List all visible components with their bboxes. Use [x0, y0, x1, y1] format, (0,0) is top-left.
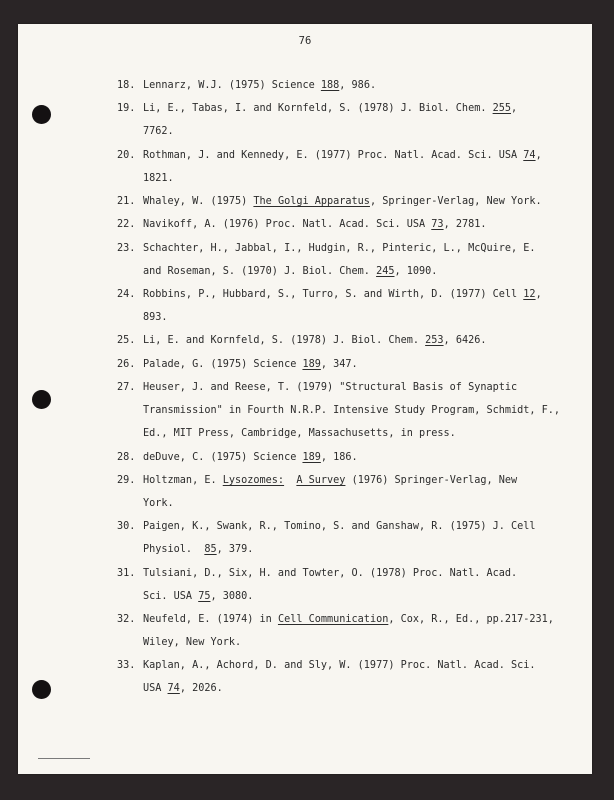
underlined-title: 189: [302, 358, 321, 370]
reference-number: 29.: [117, 474, 136, 486]
citation-text: , 347.: [320, 358, 358, 370]
reference-text-line: [143, 562, 517, 585]
citation-text: Neufeld, E. (1974) in: [143, 613, 278, 625]
citation-text: Whaley, W. (1975): [143, 196, 254, 208]
underlined-title: 75: [198, 590, 211, 602]
footer-rule: [38, 758, 90, 759]
reference-text-line: [143, 654, 536, 677]
reference-number: 26.: [117, 358, 136, 370]
citation-text: Transmission" in Fourth N.R.P. Intensive Study Program, Schmidt, F.,: [143, 405, 561, 417]
reference-number: 24.: [117, 289, 136, 301]
citation-text: York.: [143, 497, 174, 509]
reference-number: 21.: [117, 196, 136, 208]
citation-text: , 186.: [320, 451, 358, 463]
page-number: 76: [298, 35, 312, 47]
underlined-title: 255: [492, 103, 512, 115]
reference-text-line: [143, 446, 358, 469]
underlined-title: 245: [376, 265, 395, 277]
reference-number: 19.: [117, 103, 136, 115]
reference-text-line: [143, 306, 168, 329]
reference-text-line: [143, 422, 456, 445]
reference-text-line: [143, 585, 253, 608]
reference-number: 33.: [117, 660, 136, 672]
reference-number: 25.: [117, 335, 136, 347]
citation-text: Kaplan, A., Achord, D. and Sly, W. (1977) Proc. Natl. Acad. Sci.: [143, 660, 536, 672]
underlined-title: 253: [425, 335, 444, 347]
citation-text: Tulsiani, D., Six, H. and Towter, O. (1978) Proc. Natl. Acad.: [143, 567, 518, 579]
reference-number: 31.: [117, 567, 136, 579]
citation-text: Robbins, P., Hubbard, S., Turro, S. and Wirth, D. (1977) Cell: [143, 289, 524, 301]
reference-text-line: [143, 399, 560, 422]
citation-text: , 6426.: [443, 335, 487, 347]
underlined-title: 74: [523, 149, 536, 161]
reference-text-line: [143, 376, 517, 399]
citation-text: 1821.: [143, 172, 174, 184]
citation-text: and Roseman, S. (1970) J. Biol. Chem.: [143, 265, 377, 277]
citation-text: Ed., MIT Press, Cambridge, Massachusetts, in press.: [143, 428, 456, 440]
citation-text: , 986.: [339, 80, 377, 91]
underlined-title: Lysozomes:: [222, 474, 285, 486]
underlined-title: 188: [320, 80, 340, 91]
reference-number: 18.: [117, 80, 136, 91]
citation-text: ,: [535, 289, 542, 301]
citation-text: Paigen, K., Swank, R., Tomino, S. and Ganshaw, R. (1975) J. Cell: [143, 521, 536, 533]
citation-text: Heuser, J. and Reese, T. (1979) "Structural Basis of Synaptic: [143, 382, 518, 394]
citation-text: Li, E. and Kornfeld, S. (1978) J. Biol. Chem.: [143, 335, 426, 347]
citation-text: Palade, G. (1975) Science: [143, 358, 303, 370]
reference-text-line: [143, 492, 174, 515]
underlined-title: Cell Communication: [277, 613, 389, 625]
reference-text-line: [143, 120, 174, 143]
citation-text: Holtzman, E.: [143, 474, 223, 486]
citation-text: Lennarz, W.J. (1975) Science: [143, 80, 321, 91]
citation-text: (1976) Springer-Verlag, New: [345, 474, 518, 486]
citation-text: , Cox, R., Ed., pp.217-231,: [388, 613, 554, 625]
citation-text: , 2781.: [443, 219, 487, 231]
reference-text-line: [143, 260, 437, 283]
reference-number: 20.: [117, 149, 136, 161]
reference-number: 30.: [117, 521, 136, 533]
reference-text-line: [143, 608, 554, 631]
underlined-title: 74: [167, 683, 180, 695]
citation-text: 893.: [143, 312, 168, 324]
citation-text: Navikoff, A. (1976) Proc. Natl. Acad. Sci. USA: [143, 219, 432, 231]
reference-list: [18, 24, 592, 774]
citation-text: ,: [535, 149, 542, 161]
citation-text: Schachter, H., Jabbal, I., Hudgin, R., Pinteric, L., McQuire, E.: [143, 242, 536, 254]
reference-text-line: [143, 237, 536, 260]
reference-text-line: [143, 167, 174, 190]
underlined-title: A Survey: [296, 474, 346, 486]
reference-text-line: [143, 97, 517, 120]
underlined-title: 189: [302, 451, 321, 463]
citation-text: deDuve, C. (1975) Science: [143, 451, 303, 463]
reference-number: 32.: [117, 613, 136, 625]
reference-text-line: [143, 283, 542, 306]
citation-text: Sci. USA: [143, 590, 199, 602]
citation-text: [284, 475, 296, 486]
citation-text: Wiley, New York.: [143, 636, 242, 648]
reference-text-line: [143, 515, 536, 538]
reference-text-line: [143, 631, 241, 654]
reference-number: 22.: [117, 219, 136, 231]
citation-text: , 2026.: [179, 683, 223, 695]
reference-text-line: [143, 469, 517, 492]
reference-number: 27.: [117, 382, 136, 394]
citation-text: 7762.: [143, 126, 174, 138]
citation-text: , Springer-Verlag, New York.: [369, 196, 542, 208]
reference-text-line: [143, 74, 376, 97]
reference-text-line: [143, 213, 487, 236]
reference-text-line: [143, 190, 542, 213]
reference-text-line: [143, 677, 223, 700]
citation-text: , 379.: [216, 544, 254, 556]
citation-text: Li, E., Tabas, I. and Kornfeld, S. (1978) J. Biol. Chem.: [143, 103, 493, 115]
document-page: [18, 24, 592, 774]
citation-text: , 1090.: [394, 265, 438, 277]
reference-text-line: [143, 353, 358, 376]
reference-number: 28.: [117, 451, 136, 463]
reference-number: 23.: [117, 242, 136, 254]
citation-text: , 3080.: [210, 590, 254, 602]
citation-text: ,: [511, 103, 518, 115]
citation-text: USA: [143, 683, 168, 695]
citation-text: Rothman, J. and Kennedy, E. (1977) Proc. Natl. Acad. Sci. USA: [143, 149, 524, 161]
reference-text-line: [143, 329, 486, 352]
underlined-title: 73: [431, 219, 444, 231]
citation-text: Physiol.: [143, 544, 205, 556]
underlined-title: The Golgi Apparatus: [253, 196, 370, 208]
underlined-title: 85: [204, 544, 217, 556]
reference-text-line: [143, 538, 253, 561]
reference-text-line: [143, 144, 542, 167]
underlined-title: 12: [523, 289, 536, 301]
